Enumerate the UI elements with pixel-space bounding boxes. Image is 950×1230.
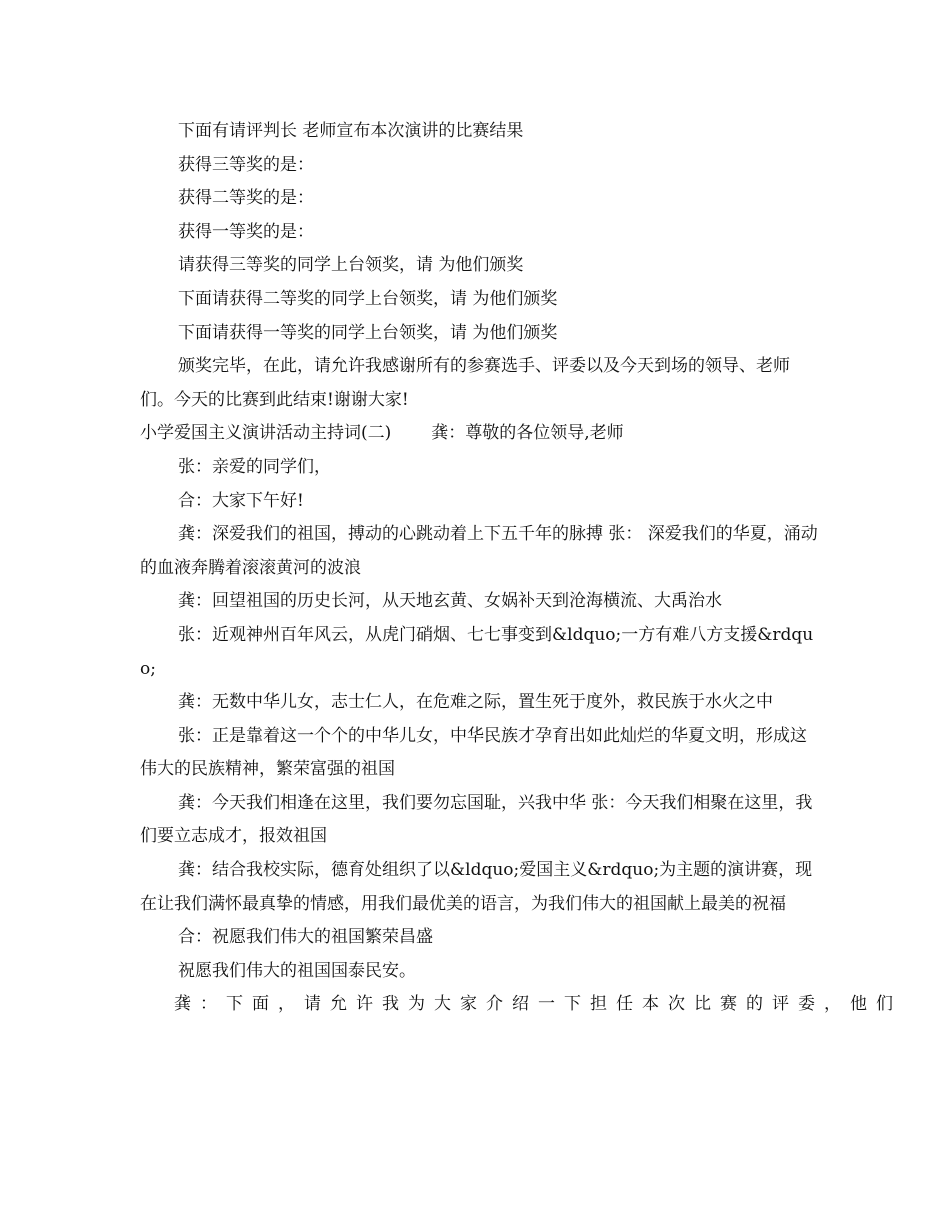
- paragraph-history-river: 龚：回望祖国的历史长河，从天地玄黄、女娲补天到沧海横流、大禹治水: [178, 591, 722, 612]
- paragraph-chinese-civilization: 张：正是靠着这一个个的中华儿女，中华民族才孕育出如此灿烂的华夏文明，形成这伟大的民族精神，繁荣富强的祖国: [140, 725, 807, 780]
- paragraph-dear-students: 张：亲爱的同学们，: [178, 456, 331, 477]
- section-heading-line: [140, 417, 820, 451]
- paragraph-announce-results: 下面有请评判长 老师宣布本次演讲的比赛结果: [178, 121, 524, 141]
- paragraph-award-second: 下面请获得二等奖的同学上台领奖，请 为他们颁奖: [178, 288, 558, 309]
- paragraph-award-third: 请获得三等奖的同学上台领奖，请 为他们颁奖: [178, 255, 524, 276]
- heading-greeting: 龚：尊敬的各位领导,老师: [431, 423, 624, 444]
- paragraph-love-motherland: 龚：深爱我们的祖国，搏动的心跳动着上下五千年的脉搏 张： 深爱我们的华夏，涌动的血液奔腾着滚滚黄河的波浪: [140, 524, 818, 578]
- section-heading: 小学爱国主义演讲活动主持词(二): [140, 423, 392, 444]
- paragraph-good-afternoon: 合：大家下午好!: [178, 490, 304, 511]
- paragraph-peace: 祝愿我们伟大的祖国国泰民安。: [178, 960, 416, 981]
- paragraph-second-prize: 获得二等奖的是：: [178, 188, 314, 209]
- paragraph-third-prize: 获得三等奖的是：: [178, 154, 314, 175]
- paragraph-award-first: 下面请获得一等奖的同学上台领奖，请 为他们颁奖: [178, 322, 558, 343]
- paragraph-introduce-judges: 龚：下面，请允许我为大家介绍一下担任本次比赛的评委，他们: [174, 994, 902, 1015]
- paragraph-closing-thanks: 颁奖完毕，在此，请允许我感谢所有的参赛选手、评委以及今天到场的领导、老师们。今天的比赛到此结束!谢谢大家!: [140, 356, 790, 410]
- document-body: [140, 115, 902, 1022]
- paragraph-speech-contest: 龚：结合我校实际，德育处组织了以&ldquo;爱国主义&rdquo;为主题的演讲赛，现在让我们满怀最真挚的情感，用我们最优美的语言，为我们伟大的祖国献上最美的祝福: [140, 860, 813, 914]
- paragraph-meet-here: 龚：今天我们相逢在这里，我们要勿忘国耻，兴我中华 张：今天我们相聚在这里，我们要立志成才，报效祖国: [140, 792, 813, 847]
- paragraph-countless-heroes: 龚：无数中华儿女，志士仁人，在危难之际，置生死于度外，救民族于水火之中: [178, 692, 773, 713]
- paragraph-hundred-years: 张：近观神州百年风云，从虎门硝烟、七七事变到&ldquo;一方有难八方支援&rdquo;: [140, 624, 814, 679]
- paragraph-first-prize: 获得一等奖的是：: [178, 221, 314, 242]
- paragraph-prosperity: 合：祝愿我们伟大的祖国繁荣昌盛: [178, 927, 433, 948]
